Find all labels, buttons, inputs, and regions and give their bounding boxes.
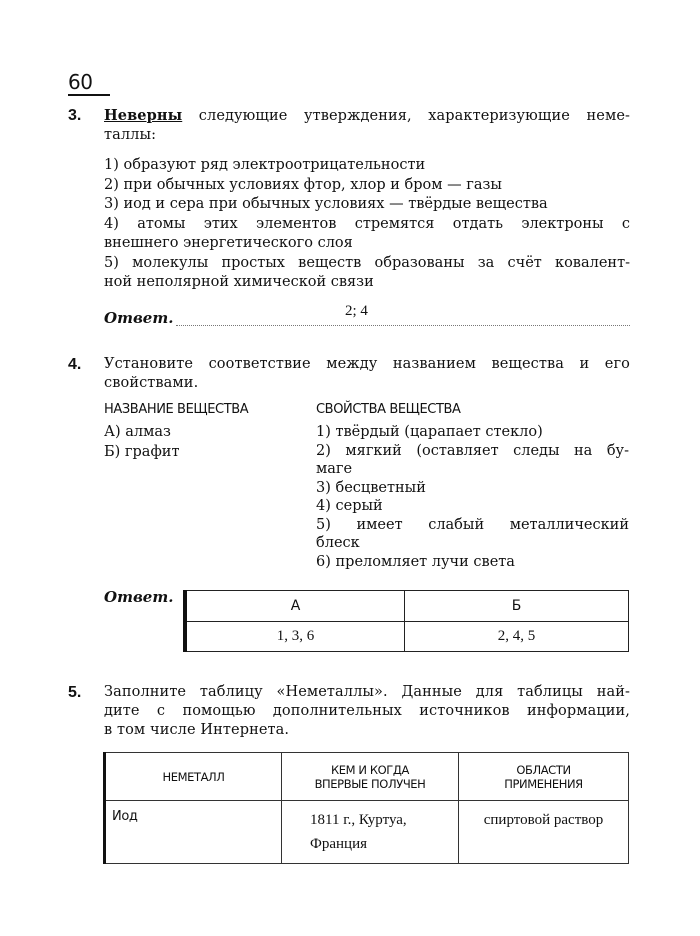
option-5: 5) молекулы простых веществ образованы за счёт ковалент- — [104, 254, 630, 271]
answer-value-a[interactable]: 1, 3, 6 — [185, 622, 405, 652]
substance-a: А) алмаз — [104, 424, 171, 440]
property-2-cont: маге — [316, 461, 353, 477]
cell-applications[interactable] — [459, 801, 629, 864]
option-5-cont: ной неполярной химической связи — [104, 274, 374, 290]
header-discovery-line1: КЕМ И КОГДА — [331, 762, 409, 777]
answer-header-a: А — [185, 591, 405, 622]
answer-value-b[interactable]: 2, 4, 5 — [405, 622, 629, 652]
question-3-answer-label: Ответ. — [104, 309, 174, 327]
cell-discovery-line1: 1811 г., Куртуа, — [310, 812, 407, 828]
question-5-number: 5. — [68, 684, 82, 701]
header-applications — [459, 753, 629, 801]
substance-list — [104, 423, 304, 462]
question-4-number: 4. — [68, 356, 82, 373]
cell-nonmetal[interactable] — [105, 801, 282, 864]
property-3: 3) бесцветный — [316, 479, 426, 496]
property-5: 5) имеет слабый металлический — [316, 516, 629, 533]
option-3: 3) иод и сера при обычных условиях — твёрдые вещества — [104, 196, 548, 212]
question-3-answer-value: 2; 4 — [345, 303, 368, 319]
cell-applications-text: спиртовой раствор — [483, 812, 604, 828]
property-4: 4) серый — [316, 498, 383, 514]
property-6: 6) преломляет лучи света — [316, 553, 515, 570]
question-4-answer-table — [183, 590, 629, 652]
cell-discovery[interactable] — [282, 801, 459, 864]
page-number-underline — [68, 94, 110, 96]
header-nonmetal-text: НЕМЕТАЛЛ — [162, 769, 225, 784]
header-applications-line1: ОБЛАСТИ — [516, 762, 571, 777]
nonmetals-header-row — [105, 753, 629, 801]
question-4-prompt-line1: Установите соответствие между названием вещества и его — [104, 356, 630, 372]
nonmetals-row — [105, 801, 629, 864]
question-5-prompt-line2: дите с помощью дополнительных источников информации, — [104, 703, 630, 719]
question-3-emphasis: Неверны — [104, 107, 183, 124]
question-4-answer-label: Ответ. — [104, 588, 174, 606]
question-4-prompt-line2: свойствами. — [104, 375, 199, 391]
question-3-number: 3. — [68, 107, 82, 124]
question-3-prompt-line2: таллы: — [104, 127, 157, 143]
property-2: 2) мягкий (оставляет следы на бу- — [316, 442, 629, 459]
properties-list — [316, 423, 629, 571]
header-nonmetal — [105, 753, 282, 801]
substance-properties-header: СВОЙСТВА ВЕЩЕСТВА — [316, 402, 461, 417]
answer-table-value-row — [185, 622, 629, 652]
header-applications-line2: ПРИМЕНЕНИЯ — [504, 776, 583, 791]
property-1: 1) твёрдый (царапает стекло) — [316, 424, 543, 440]
substance-b: Б) графит — [104, 443, 180, 460]
answer-table-header-row — [185, 591, 629, 622]
question-3-prompt-line1: следующие утверждения, характеризующие неме- — [182, 108, 630, 124]
option-2: 2) при обычных условиях фтор, хлор и бром — газы — [104, 176, 502, 193]
header-discovery-line2: ВПЕРВЫЕ ПОЛУЧЕН — [314, 776, 426, 791]
question-4-prompt — [104, 355, 630, 393]
question-3-prompt — [104, 106, 630, 145]
property-5-cont: блеск — [316, 535, 360, 551]
question-5-prompt-line1: Заполните таблицу «Неметаллы». Данные для таблицы най- — [104, 684, 630, 700]
question-3-answer-field[interactable] — [176, 307, 630, 326]
option-4-cont: внешнего энергетического слоя — [104, 235, 353, 251]
answer-header-b: Б — [405, 591, 629, 622]
option-4: 4) атомы этих элементов стремятся отдать электроны с — [104, 215, 630, 232]
substance-name-header: НАЗВАНИЕ ВЕЩЕСТВА — [104, 402, 249, 417]
cell-nonmetal-text: Иод — [112, 809, 138, 824]
cell-discovery-line2: Франция — [310, 836, 367, 852]
option-1: 1) образуют ряд электроотрицательности — [104, 157, 426, 173]
header-discovery — [282, 753, 459, 801]
nonmetals-table — [103, 752, 629, 864]
question-5-prompt — [104, 683, 630, 740]
question-3-options — [104, 156, 630, 293]
question-5-prompt-line3: в том числе Интернета. — [104, 722, 290, 738]
page-number: 60 — [68, 70, 93, 94]
